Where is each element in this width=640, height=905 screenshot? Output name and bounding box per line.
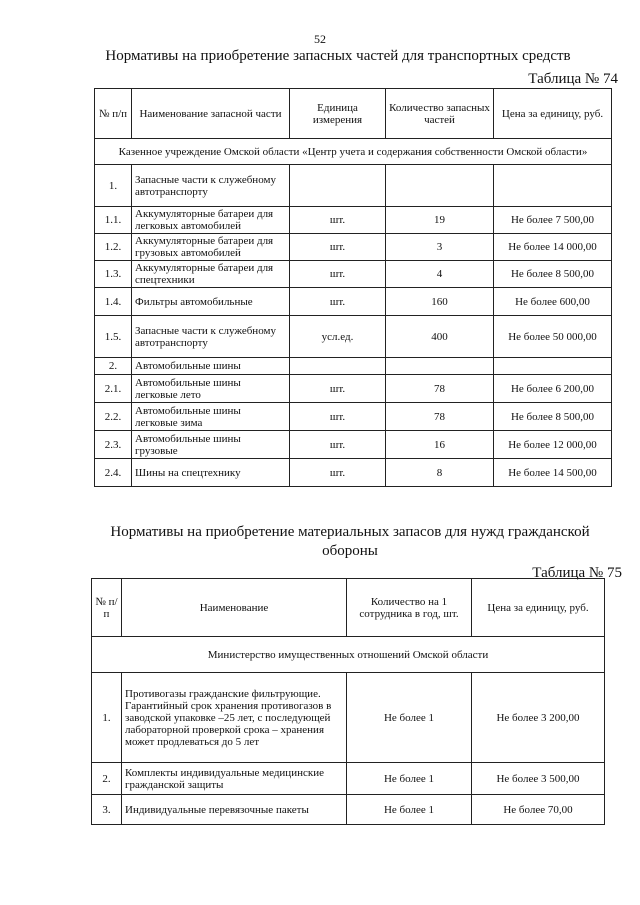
row-num: 1.2.: [95, 234, 132, 261]
row-num: 2.: [95, 358, 132, 375]
table-row: [95, 358, 612, 375]
section-heading: Казенное учреждение Омской области «Центр учета и содержания собственности Омской области»: [95, 139, 612, 165]
table-row: [95, 288, 612, 316]
row-unit: шт.: [290, 261, 386, 288]
header-unit: Единица измерения: [290, 89, 386, 139]
row-name: Аккумуляторные батареи для спецтехники: [132, 261, 290, 288]
table-row: [95, 234, 612, 261]
row-price: Не более 6 200,00: [494, 375, 612, 403]
row-qty: 78: [386, 403, 494, 431]
row-qty: [386, 358, 494, 375]
table-row: [95, 165, 612, 207]
row-name: Аккумуляторные батареи для легковых автомобилей: [132, 207, 290, 234]
row-price: Не более 8 500,00: [494, 261, 612, 288]
row-price: Не более 7 500,00: [494, 207, 612, 234]
row-price: Не более 14 000,00: [494, 234, 612, 261]
row-num: 2.1.: [95, 375, 132, 403]
row-qty: 19: [386, 207, 494, 234]
row-num: 2.4.: [95, 459, 132, 487]
row-price: Не более 14 500,00: [494, 459, 612, 487]
row-qty: Не более 1: [347, 763, 472, 795]
table75-title: Нормативы на приобретение материальных запасов для нужд гражданской обороны: [110, 524, 590, 559]
row-name: Автомобильные шины легковые лето: [132, 375, 290, 403]
table-row: [95, 261, 612, 288]
section-heading: Министерство имущественных отношений Омской области: [92, 637, 605, 673]
row-price: [494, 358, 612, 375]
row-price: Не более 3 500,00: [472, 763, 605, 795]
row-price: Не более 8 500,00: [494, 403, 612, 431]
row-qty: Не более 1: [347, 673, 472, 763]
row-unit: шт.: [290, 431, 386, 459]
row-qty: 400: [386, 316, 494, 358]
row-name: Шины на спецтехнику: [132, 459, 290, 487]
row-price: Не более 600,00: [494, 288, 612, 316]
table75-label: Таблица № 75: [532, 565, 622, 581]
row-num: 1.4.: [95, 288, 132, 316]
row-qty: [386, 165, 494, 207]
row-price: Не более 70,00: [472, 795, 605, 825]
row-num: 2.3.: [95, 431, 132, 459]
row-qty: 8: [386, 459, 494, 487]
row-name: Аккумуляторные батареи для грузовых автомобилей: [132, 234, 290, 261]
header-name: Наименование запасной части: [132, 89, 290, 139]
row-name: Запасные части к служебному автотранспорту: [132, 316, 290, 358]
row-qty: Не более 1: [347, 795, 472, 825]
row-name: Противогазы гражданские фильтрующие. Гарантийный срок хранения противогазов в заводской упаковке –25 лет, с последующей лабораторной проверкой срока – хранения может продлеваться до 5 лет: [122, 673, 347, 763]
table-75: [91, 578, 605, 825]
row-qty: 160: [386, 288, 494, 316]
row-qty: 78: [386, 375, 494, 403]
row-num: 3.: [92, 795, 122, 825]
row-name: Автомобильные шины: [132, 358, 290, 375]
row-unit: шт.: [290, 207, 386, 234]
row-unit: [290, 358, 386, 375]
row-num: 1.5.: [95, 316, 132, 358]
row-unit: шт.: [290, 288, 386, 316]
row-price: [494, 165, 612, 207]
row-name: Комплекты индивидуальные медицинские гражданской защиты: [122, 763, 347, 795]
row-name: Автомобильные шины грузовые: [132, 431, 290, 459]
header-num: № п/п: [95, 89, 132, 139]
row-num: 1.3.: [95, 261, 132, 288]
table-74: [94, 88, 612, 487]
row-qty: 3: [386, 234, 494, 261]
table74-title: Нормативы на приобретение запасных частей для транспортных средств: [105, 48, 571, 64]
row-price: Не более 50 000,00: [494, 316, 612, 358]
header-price: Цена за единицу, руб.: [494, 89, 612, 139]
table-row: [92, 795, 605, 825]
table74-label: Таблица № 74: [528, 71, 618, 87]
page-number: 52: [314, 32, 326, 46]
row-unit: шт.: [290, 459, 386, 487]
header-price: Цена за единицу, руб.: [472, 579, 605, 637]
table-row: [92, 763, 605, 795]
table-row: [95, 403, 612, 431]
row-name: Фильтры автомобильные: [132, 288, 290, 316]
table-row: [95, 207, 612, 234]
row-num: 2.: [92, 763, 122, 795]
row-unit: шт.: [290, 403, 386, 431]
row-num: 1.: [95, 165, 132, 207]
row-num: 1.1.: [95, 207, 132, 234]
table-row: [95, 431, 612, 459]
row-name: Индивидуальные перевязочные пакеты: [122, 795, 347, 825]
table-row: [95, 375, 612, 403]
header-qty: Количество на 1 сотрудника в год, шт.: [347, 579, 472, 637]
header-name: Наименование: [122, 579, 347, 637]
table-row: [92, 673, 605, 763]
row-price: Не более 12 000,00: [494, 431, 612, 459]
header-qty: Количество запасных частей: [386, 89, 494, 139]
row-qty: 4: [386, 261, 494, 288]
header-num: № п/п: [92, 579, 122, 637]
row-price: Не более 3 200,00: [472, 673, 605, 763]
row-unit: шт.: [290, 234, 386, 261]
table-row: [95, 316, 612, 358]
row-name: Автомобильные шины легковые зима: [132, 403, 290, 431]
row-unit: [290, 165, 386, 207]
row-qty: 16: [386, 431, 494, 459]
row-num: 2.2.: [95, 403, 132, 431]
table-row: [95, 459, 612, 487]
row-unit: шт.: [290, 375, 386, 403]
row-unit: усл.ед.: [290, 316, 386, 358]
row-num: 1.: [92, 673, 122, 763]
row-name: Запасные части к служебному автотранспорту: [132, 165, 290, 207]
